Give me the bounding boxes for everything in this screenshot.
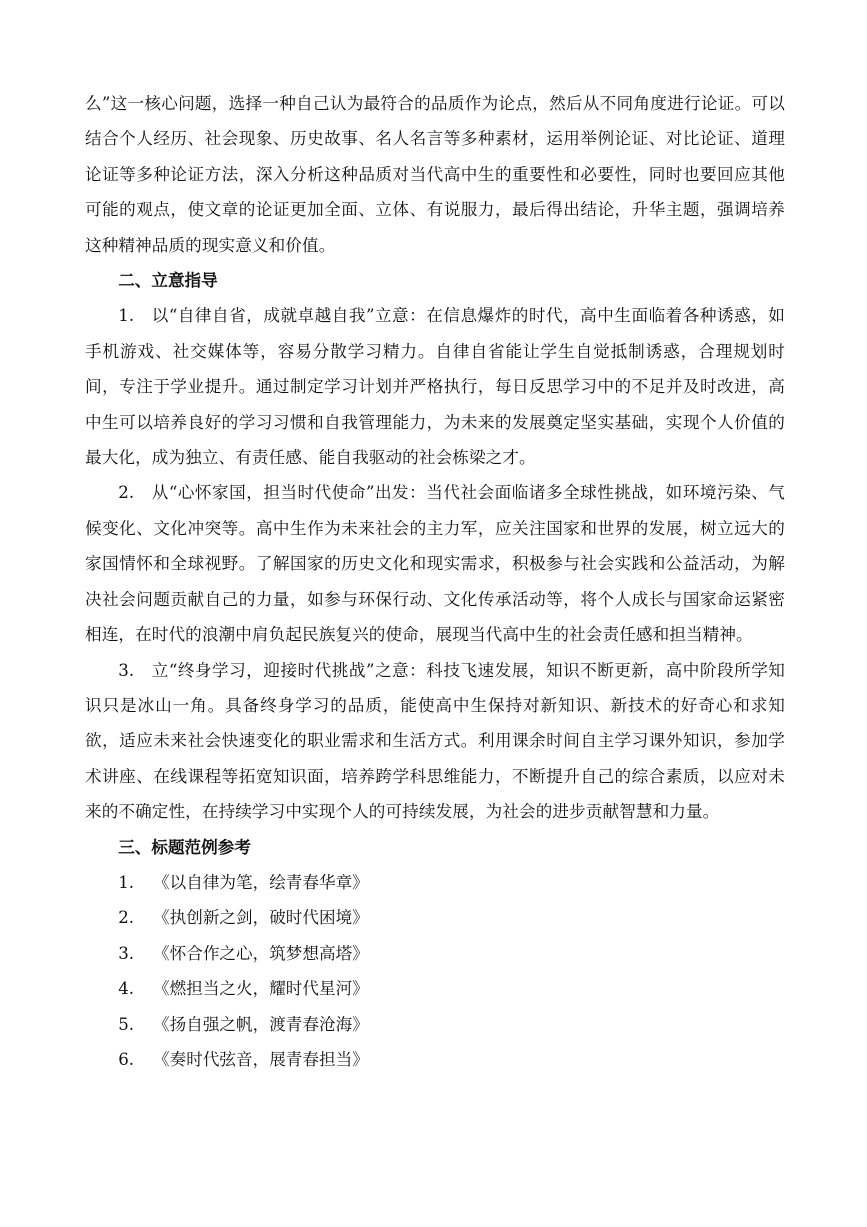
list-item-number: 6. <box>118 1049 135 1069</box>
list-item-title: 《奏时代弦音，展青春担当》 <box>153 1049 369 1069</box>
list-item-title: 《执创新之剑，破时代困境》 <box>153 908 369 928</box>
list-item <box>85 936 785 971</box>
list-item-title: 《怀合作之心，筑梦想高塔》 <box>153 943 369 963</box>
concept-paragraph-2: 2. 从“心怀家国，担当时代使命”出发：当代社会面临诸多全球性挑战，如环境污染、气候变化、文化冲突等。高中生作为未来社会的主力军，应关注国家和世界的发展，树立远大的家国情怀和全球视野。了解国家的历史文化和现实需求，积极参与社会实践和公益活动，为解决社会问题贡献自己的力量，如参与环保行动、文化传承活动等，将个人成长与国家命运紧密相连，在时代的浪潮中肩负起民族复兴的使命，展现当代高中生的社会责任感和担当精神。 <box>85 483 785 645</box>
list-item <box>85 971 785 1006</box>
list-item <box>85 1042 785 1077</box>
list-item-number: 3. <box>118 943 135 963</box>
section-heading-title-examples: 三、标题范例参考 <box>118 837 251 857</box>
list-item <box>85 1007 785 1042</box>
concept-paragraph-1: 1. 以“自律自省，成就卓越自我”立意：在信息爆炸的时代，高中生面临着各种诱惑，如手机游戏、社交媒体等，容易分散学习精力。自律自省能让学生自觉抵制诱惑，合理规划时间，专注于学业提升。通过制定学习计划并严格执行，每日反思学习中的不足并及时改进，高中生可以培养良好的学习习惯和自我管理能力，为未来的发展奠定坚实基础，实现个人价值的最大化，成为独立、有责任感、能自我驱动的社会栋梁之才。 <box>85 306 785 468</box>
list-item-title: 《燃担当之火，耀时代星河》 <box>153 979 369 999</box>
section-heading-concept-guide: 二、立意指导 <box>118 271 218 291</box>
title-examples-list <box>85 865 785 1077</box>
document-page <box>85 86 785 1077</box>
list-item-number: 5. <box>118 1014 135 1034</box>
list-item-number: 4. <box>118 979 135 999</box>
list-item-title: 《扬自强之帆，渡青春沧海》 <box>153 1014 369 1034</box>
concept-paragraph-3: 3. 立“终身学习，迎接时代挑战”之意：科技飞速发展，知识不断更新，高中阶段所学知识只是冰山一角。具备终身学习的品质，能使高中生保持对新知识、新技术的好奇心和求知欲，适应未来社会快速变化的职业需求和生活方式。利用课余时间自主学习课外知识，参加学术讲座、在线课程等拓宽知识面，培养跨学科思维能力，不断提升自己的综合素质，以应对未来的不确定性，在持续学习中实现个人的可持续发展，为社会的进步贡献智慧和力量。 <box>85 660 785 822</box>
list-item <box>85 900 785 935</box>
list-item-title: 《以自律为笔，绘青春华章》 <box>153 872 369 892</box>
intro-paragraph: 么”这一核心问题，选择一种自己认为最符合的品质作为论点，然后从不同角度进行论证。可以结合个人经历、社会现象、历史故事、名人名言等多种素材，运用举例论证、对比论证、道理论证等多种论证方法，深入分析这种品质对当代高中生的重要性和必要性，同时也要回应其他可能的观点，使文章的论证更加全面、立体、有说服力，最后得出结论，升华主题，强调培养这种精神品质的现实意义和价值。 <box>85 94 785 255</box>
list-item <box>85 865 785 900</box>
list-item-number: 1. <box>118 872 135 892</box>
list-item-number: 2. <box>118 908 135 928</box>
